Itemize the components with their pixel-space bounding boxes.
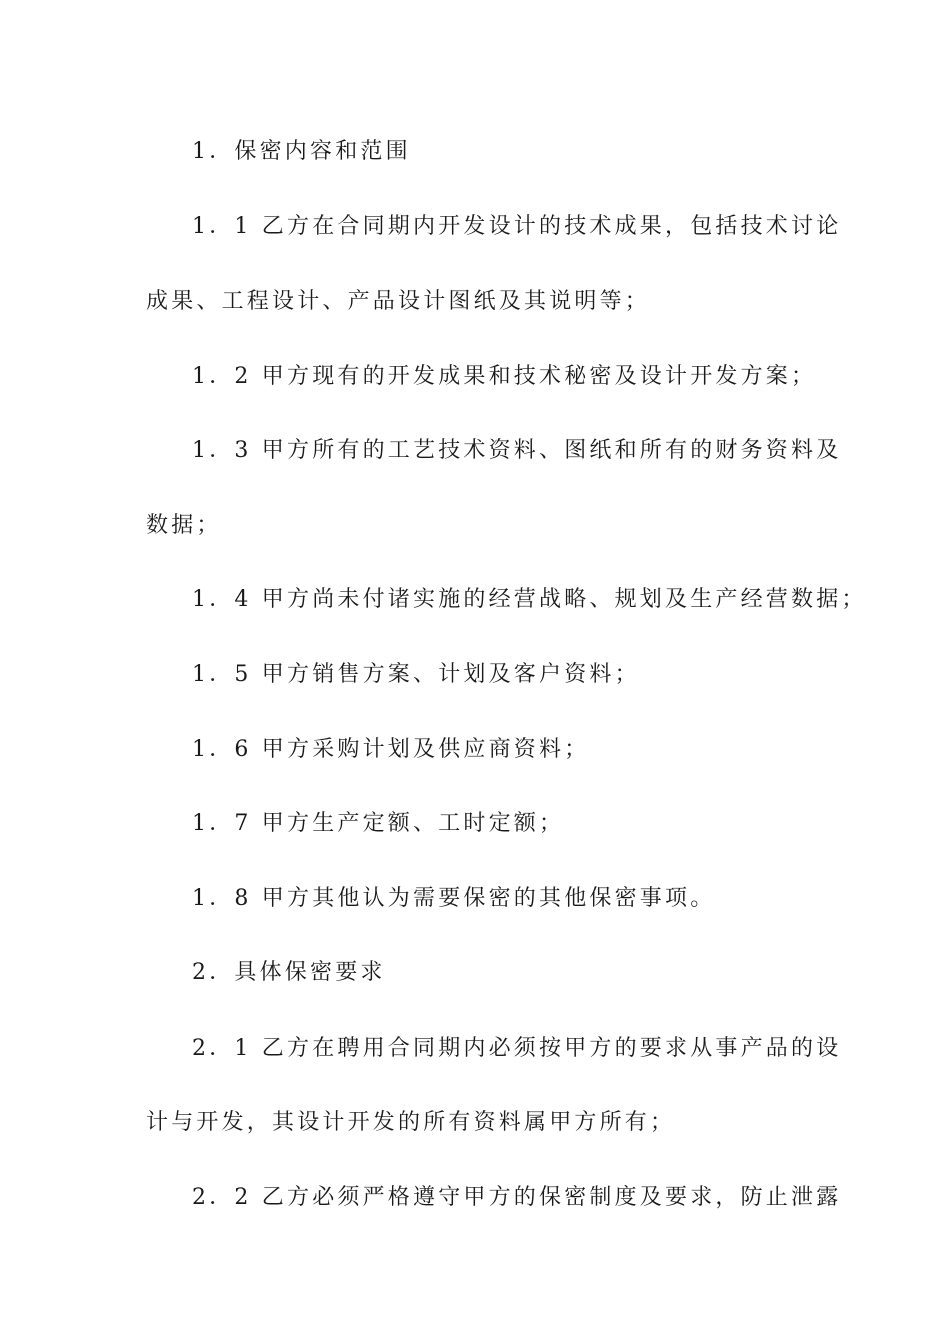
paragraph-line: 1．1 乙方在合同期内开发设计的技术成果，包括技术讨论 bbox=[192, 214, 842, 239]
paragraph-line: 2．2 乙方必须严格遵守甲方的保密制度及要求，防止泄露 bbox=[192, 1185, 842, 1210]
section-heading: 2．具体保密要求 bbox=[192, 960, 386, 985]
paragraph-line: 1．6 甲方采购计划及供应商资料； bbox=[192, 737, 590, 762]
paragraph-line: 1．5 甲方销售方案、计划及客户资料； bbox=[192, 662, 640, 687]
paragraph-line: 1．3 甲方所有的工艺技术资料、图纸和所有的财务资料及 bbox=[192, 438, 842, 463]
paragraph-line: 1．2 甲方现有的开发成果和技术秘密及设计开发方案； bbox=[192, 364, 817, 389]
paragraph-line: 2．1 乙方在聘用合同期内必须按甲方的要求从事产品的设 bbox=[192, 1036, 842, 1061]
paragraph-line: 计与开发，其设计开发的所有资料属甲方所有； bbox=[146, 1110, 676, 1135]
section-heading: 1．保密内容和范围 bbox=[192, 139, 411, 164]
paragraph-line: 1．7 甲方生产定额、工时定额； bbox=[192, 811, 565, 836]
paragraph-line: 数据； bbox=[146, 513, 222, 538]
paragraph-line: 成果、工程设计、产品设计图纸及其说明等； bbox=[146, 289, 651, 314]
paragraph-line: 1．4 甲方尚未付诸实施的经营战略、规划及生产经营数据； bbox=[192, 587, 867, 612]
paragraph-line: 1．8 甲方其他认为需要保密的其他保密事项。 bbox=[192, 886, 716, 911]
